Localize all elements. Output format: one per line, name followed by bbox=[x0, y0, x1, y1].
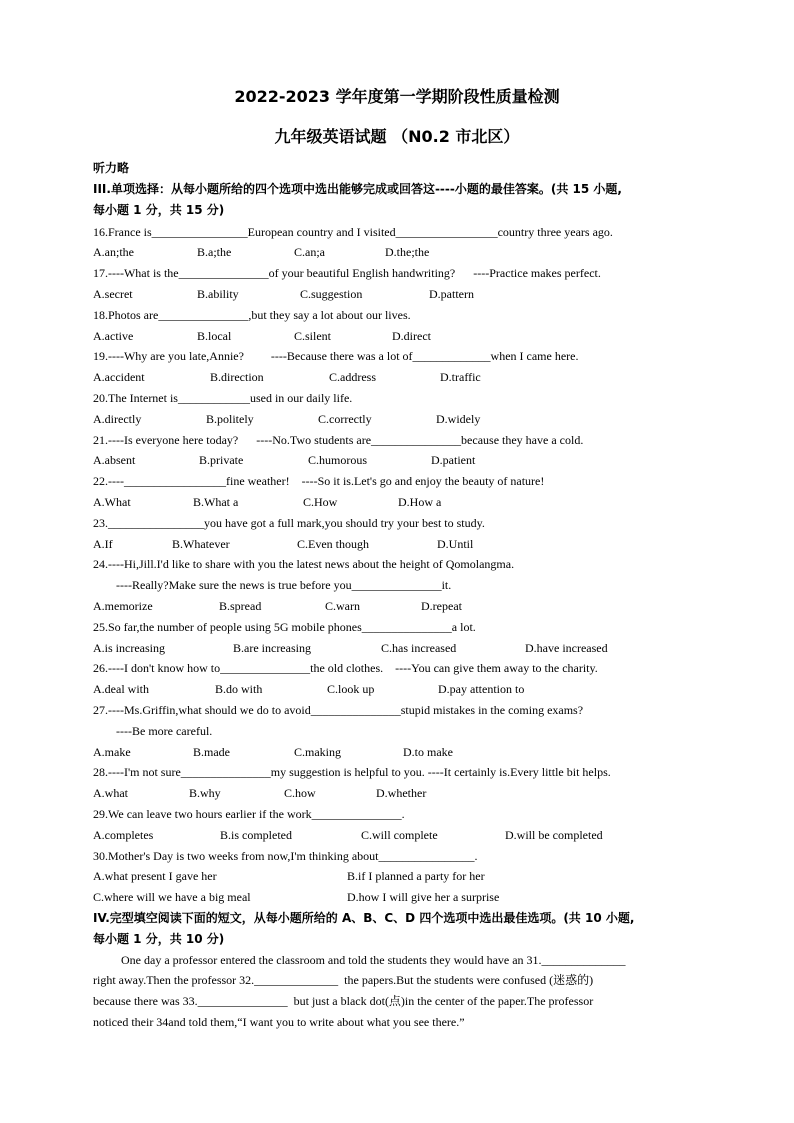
option-24-b: B.spread bbox=[219, 599, 262, 613]
option-26-c: C.look up bbox=[327, 682, 375, 696]
option-21-a: A.absent bbox=[93, 453, 136, 467]
question-23: 23.________________you have got a full mark,you should try your best to study. bbox=[93, 516, 485, 530]
section-3-heading: III.单项选择：从每小题所给的四个选项中选出能够完成或回答这----小题的最佳答案。(共 15 小题, bbox=[93, 182, 622, 196]
option-19-b: B.direction bbox=[210, 370, 264, 384]
option-23-b: B.Whatever bbox=[172, 537, 230, 551]
question-18: 18.Photos are_______________,but they say a lot about our lives. bbox=[93, 308, 411, 322]
option-25-a: A.is increasing bbox=[93, 641, 165, 655]
option-22-c: C.How bbox=[303, 495, 338, 509]
option-29-c: C.will complete bbox=[361, 828, 438, 842]
option-16-b: B.a;the bbox=[197, 245, 232, 259]
option-28-a: A.what bbox=[93, 786, 128, 800]
option-18-c: C.silent bbox=[294, 329, 332, 343]
section-4-heading-cont: 每小题 1 分，共 10 分) bbox=[93, 932, 225, 946]
option-21-d: D.patient bbox=[431, 453, 476, 467]
question-19-options bbox=[0, 368, 794, 386]
option-28-d: D.whether bbox=[376, 786, 427, 800]
question-21: 21.----Is everyone here today? ----No.Two students are_______________because they have a cold. bbox=[93, 433, 584, 447]
option-30-b: B.if I planned a party for her bbox=[347, 869, 485, 883]
question-27-options bbox=[0, 743, 794, 761]
question-30: 30.Mother's Day is two weeks from now,I'm thinking about________________. bbox=[93, 849, 478, 863]
option-27-c: C.making bbox=[294, 745, 341, 759]
question-25: 25.So far,the number of people using 5G mobile phones_______________a lot. bbox=[93, 620, 476, 634]
option-27-d: D.to make bbox=[403, 745, 453, 759]
passage-line: One day a professor entered the classroom and told the students they would have an 31.______________ bbox=[121, 953, 626, 967]
option-28-c: C.how bbox=[284, 786, 316, 800]
question-30-options-row2 bbox=[0, 888, 794, 906]
option-23-a: A.If bbox=[93, 537, 113, 551]
option-28-b: B.why bbox=[189, 786, 221, 800]
option-30-c: C.where will we have a big meal bbox=[93, 890, 251, 904]
option-19-c: C.address bbox=[329, 370, 376, 384]
passage-line: because there was 33._______________ but just a black dot(点)in the center of the paper.The professor bbox=[93, 994, 594, 1008]
option-24-a: A.memorize bbox=[93, 599, 153, 613]
option-21-b: B.private bbox=[199, 453, 244, 467]
option-16-c: C.an;a bbox=[294, 245, 325, 259]
question-20: 20.The Internet is____________used in our daily life. bbox=[93, 391, 353, 405]
question-27: 27.----Ms.Griffin,what should we do to avoid_______________stupid mistakes in the coming exams? bbox=[93, 703, 584, 717]
option-22-b: B.What a bbox=[193, 495, 239, 509]
option-30-a: A.what present I gave her bbox=[93, 869, 217, 883]
option-26-b: B.do with bbox=[215, 682, 263, 696]
option-30-d: D.how I will give her a surprise bbox=[347, 890, 500, 904]
question-18-options bbox=[0, 327, 794, 345]
question-26-options bbox=[0, 680, 794, 698]
option-27-a: A.make bbox=[93, 745, 131, 759]
question-24-options bbox=[0, 597, 794, 615]
option-18-b: B.local bbox=[197, 329, 232, 343]
option-25-b: B.are increasing bbox=[233, 641, 311, 655]
passage-line: noticed their 34and told them,“I want you to write about what you see there.” bbox=[93, 1015, 465, 1029]
section-3-heading-cont: 每小题 1 分，共 15 分) bbox=[93, 203, 225, 217]
question-24: 24.----Hi,Jill.I'd like to share with you the latest news about the height of Qomolangma. bbox=[93, 557, 515, 571]
question-22-options bbox=[0, 493, 794, 511]
question-29-options bbox=[0, 826, 794, 844]
option-27-b: B.made bbox=[193, 745, 230, 759]
question-17-options bbox=[0, 285, 794, 303]
option-25-c: C.has increased bbox=[381, 641, 457, 655]
option-19-a: A.accident bbox=[93, 370, 145, 384]
question-27-reply: ----Be more careful. bbox=[116, 724, 213, 738]
option-29-d: D.will be completed bbox=[505, 828, 603, 842]
option-23-c: C.Even though bbox=[297, 537, 369, 551]
option-20-a: A.directly bbox=[93, 412, 142, 426]
question-20-options bbox=[0, 410, 794, 428]
question-19: 19.----Why are you late,Annie? ----Because there was a lot of_____________when I came here. bbox=[93, 349, 579, 363]
question-17: 17.----What is the_______________of your beautiful English handwriting? ----Practice makes perfect. bbox=[93, 266, 601, 280]
question-26: 26.----I don't know how to_______________the old clothes. ----You can give them away to the charity. bbox=[93, 661, 598, 675]
question-30-options-row1 bbox=[0, 867, 794, 885]
passage-line: right away.Then the professor 32.______________ the papers.But the students were confused (迷惑的) bbox=[93, 973, 594, 987]
option-26-a: A.deal with bbox=[93, 682, 149, 696]
question-28-options bbox=[0, 784, 794, 802]
option-24-d: D.repeat bbox=[421, 599, 462, 613]
option-26-d: D.pay attention to bbox=[438, 682, 525, 696]
option-20-c: C.correctly bbox=[318, 412, 372, 426]
question-22: 22.----_________________fine weather! ----So it is.Let's go and enjoy the beauty of nature! bbox=[93, 474, 545, 488]
option-29-a: A.completes bbox=[93, 828, 154, 842]
option-18-a: A.active bbox=[93, 329, 134, 343]
option-22-a: A.What bbox=[93, 495, 131, 509]
option-19-d: D.traffic bbox=[440, 370, 481, 384]
section-4-heading: IV.完型填空阅读下面的短文，从每小题所给的 A、B、C、D 四个选项中选出最佳选项。(共 10 小题, bbox=[93, 911, 635, 925]
exam-title: 2022-2023 学年度第一学期阶段性质量检测 bbox=[234, 87, 560, 106]
option-17-d: D.pattern bbox=[429, 287, 474, 301]
question-23-options bbox=[0, 535, 794, 553]
option-18-d: D.direct bbox=[392, 329, 431, 343]
option-23-d: D.Until bbox=[437, 537, 474, 551]
question-24-reply: ----Really?Make sure the news is true before you_______________it. bbox=[116, 578, 452, 592]
option-17-c: C.suggestion bbox=[300, 287, 363, 301]
option-20-d: D.widely bbox=[436, 412, 481, 426]
option-24-c: C.warn bbox=[325, 599, 360, 613]
option-16-a: A.an;the bbox=[93, 245, 134, 259]
question-16: 16.France is________________European country and I visited_________________country three years ago. bbox=[93, 225, 613, 239]
option-17-b: B.ability bbox=[197, 287, 239, 301]
option-17-a: A.secret bbox=[93, 287, 133, 301]
option-20-b: B.politely bbox=[206, 412, 254, 426]
question-16-options bbox=[0, 243, 794, 261]
option-21-c: C.humorous bbox=[308, 453, 368, 467]
question-29: 29.We can leave two hours earlier if the work_______________. bbox=[93, 807, 405, 821]
option-25-d: D.have increased bbox=[525, 641, 608, 655]
question-25-options bbox=[0, 639, 794, 657]
option-29-b: B.is completed bbox=[220, 828, 292, 842]
option-16-d: D.the;the bbox=[385, 245, 430, 259]
listening-note: 听力略 bbox=[93, 161, 130, 175]
question-21-options bbox=[0, 451, 794, 469]
exam-subtitle: 九年级英语试题 （N0.2 市北区） bbox=[274, 127, 520, 146]
question-28: 28.----I'm not sure_______________my suggestion is helpful to you. ----It certainly is.Every little bit helps. bbox=[93, 765, 611, 779]
option-22-d: D.How a bbox=[398, 495, 442, 509]
